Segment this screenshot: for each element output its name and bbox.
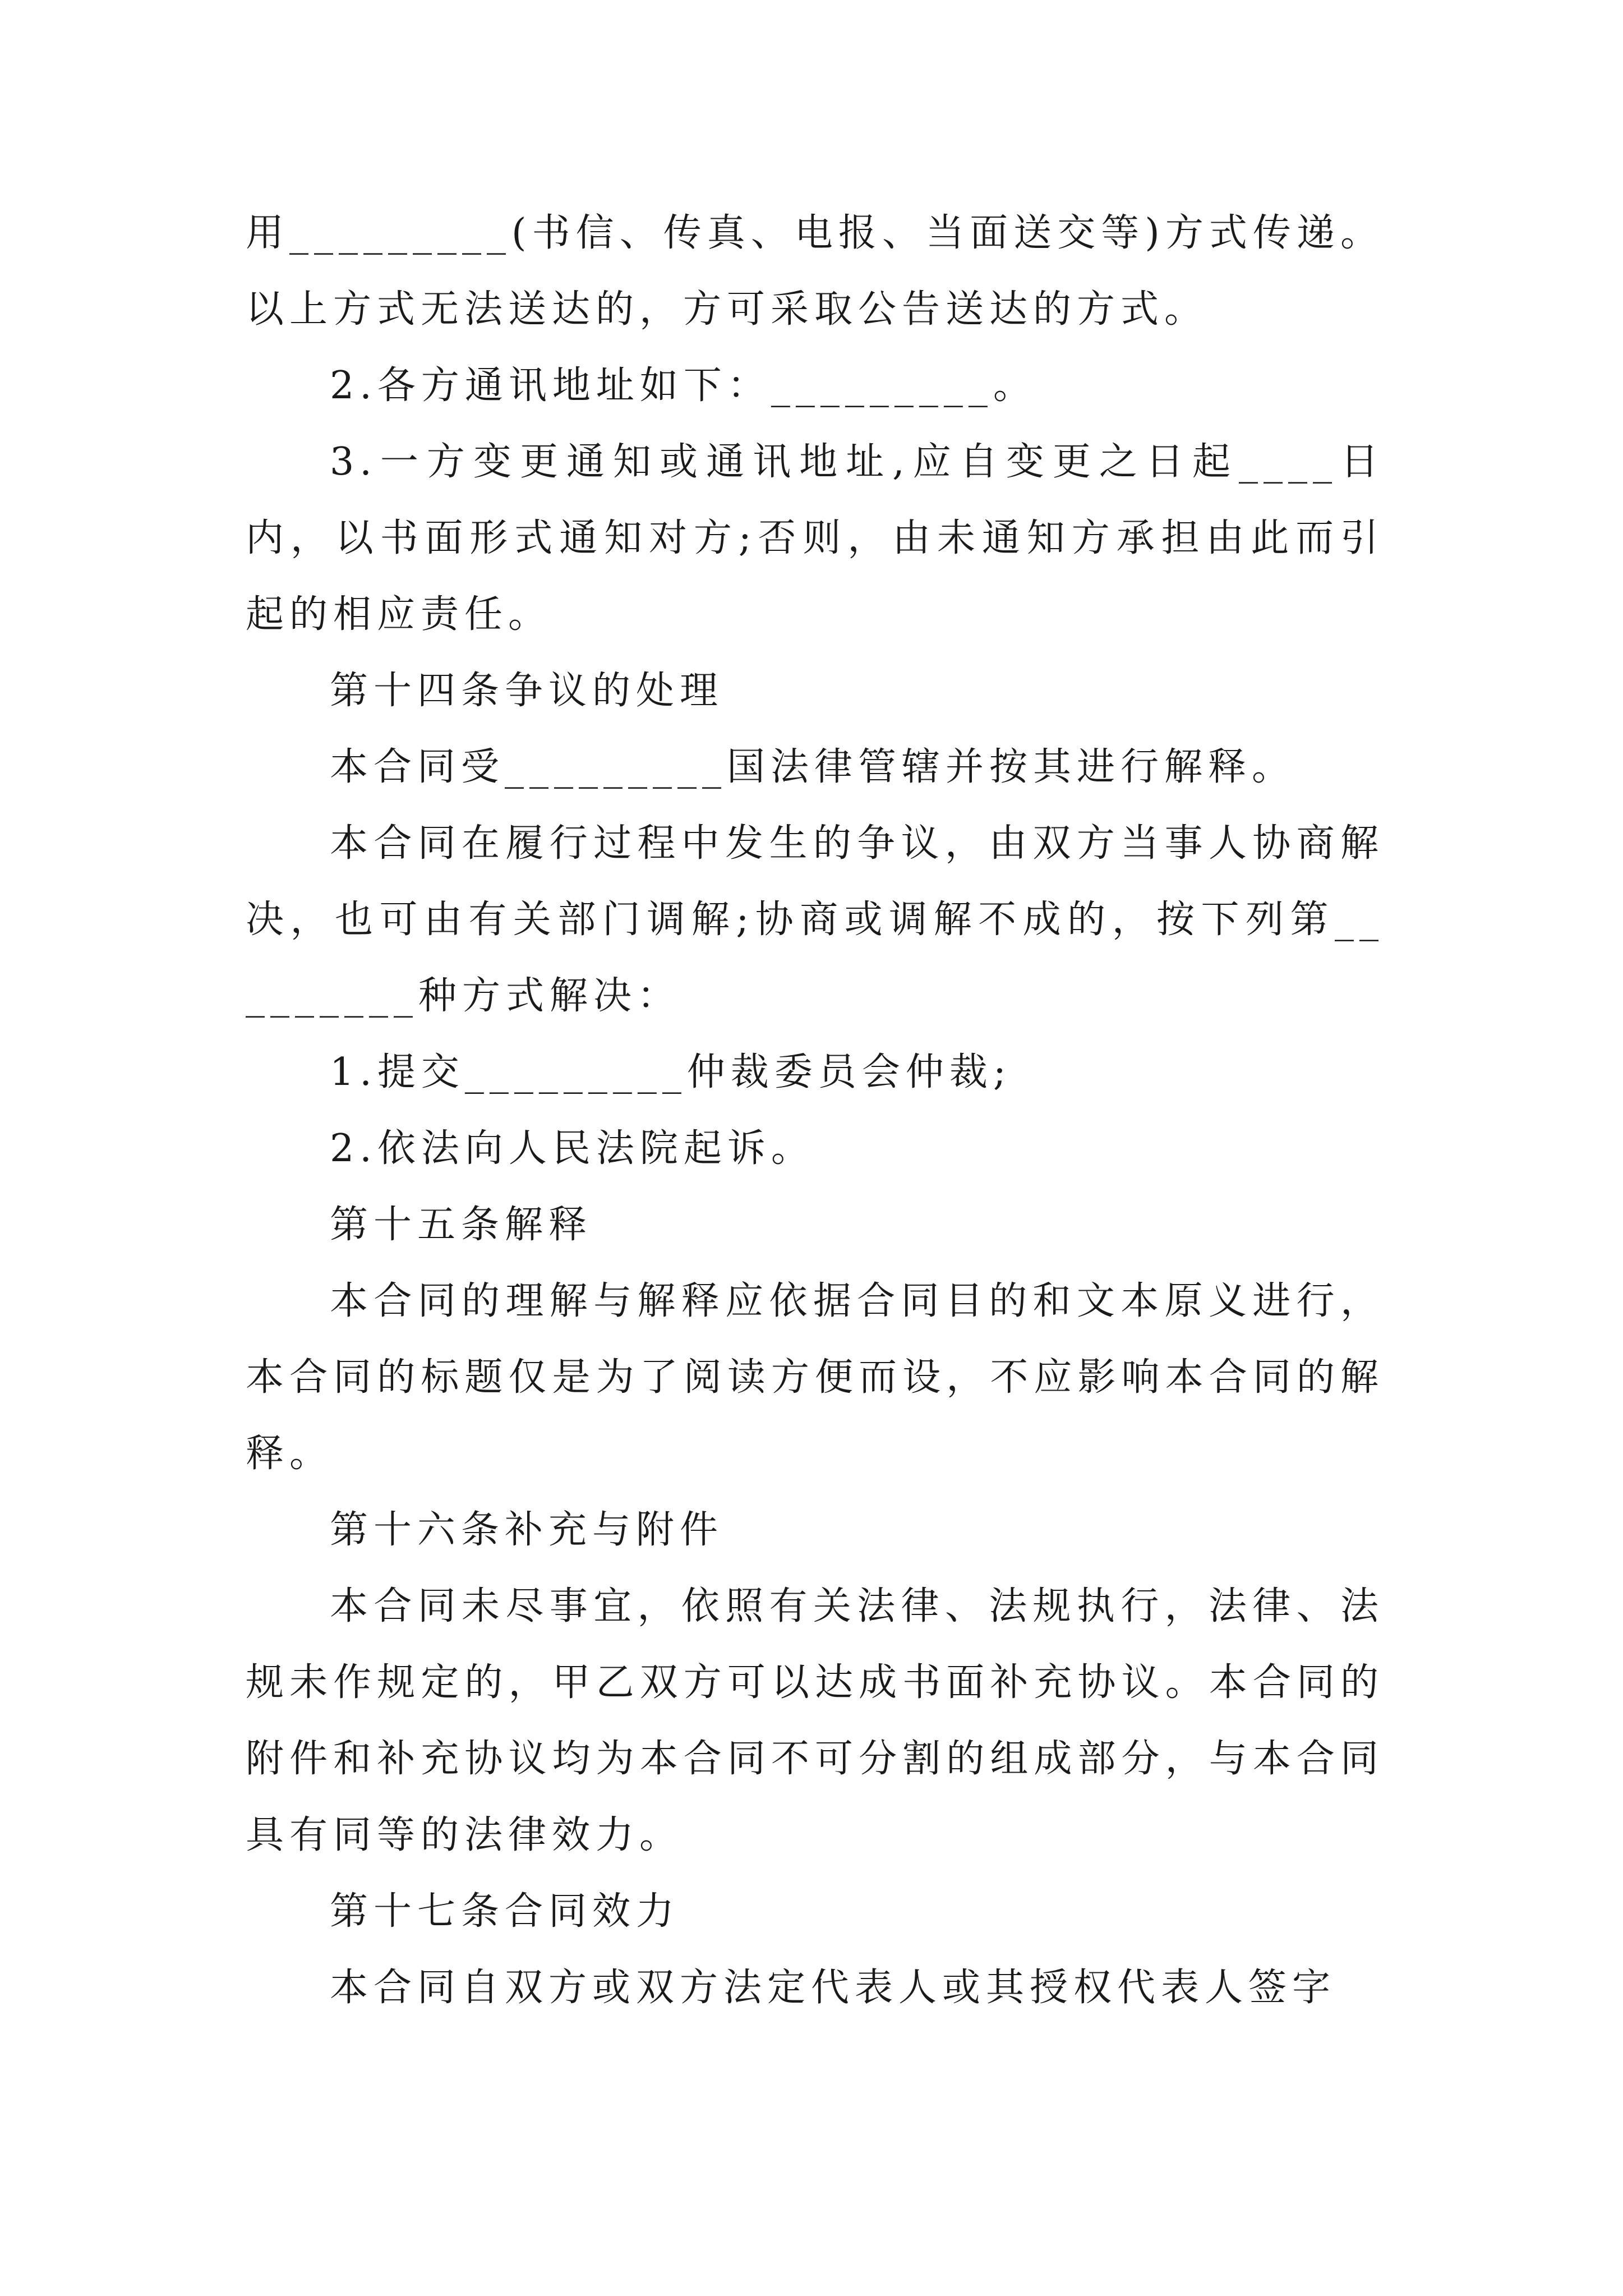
heading-article-17: 第十七条合同效力 [330, 1889, 680, 1934]
paragraph-litigation: 2.依法向人民法院起诉。 [330, 1126, 815, 1171]
heading-article-15: 第十五条解释 [330, 1203, 593, 1247]
heading-article-16: 第十六条补充与附件 [330, 1508, 724, 1552]
paragraph-arbitration: 1.提交_________仲裁委员会仲裁; [330, 1050, 1012, 1094]
paragraph-effectiveness: 本合同自双方或双方法定代表人或其授权代表人签字 [330, 1966, 1336, 2010]
paragraph-supplements: 本合同未尽事宜，依照有关法律、法规执行，法律、法规未作规定的，甲乙双方可以达成书面补充协议。本合同的附件和补充协议均为本合同不可分割的组成部分，与本合同具有同等的法律效力。 [246, 1584, 1384, 1857]
heading-article-14: 第十四条争议的处理 [330, 669, 724, 713]
paragraph-dispute-resolution: 本合同在履行过程中发生的争议，由双方当事人协商解决，也可由有关部门调解;协商或调解不成的，按下列第_________种方式解决： [246, 821, 1384, 1018]
document-body [246, 195, 1384, 2026]
paragraph-delivery-methods: 用_________(书信、传真、电报、当面送交等)方式传递。以上方式无法送达的，方可采取公告送达的方式。 [246, 211, 1384, 332]
paragraph-governing-law: 本合同受_________国法律管辖并按其进行解释。 [330, 745, 1296, 789]
paragraph-addresses: 2.各方通讯地址如下：_________。 [330, 364, 1037, 408]
paragraph-address-change: 3.一方变更通知或通讯地址,应自变更之日起____日内，以书面形式通知对方;否则，由未通知方承担由此而引起的相应责任。 [246, 440, 1384, 637]
paragraph-interpretation: 本合同的理解与解释应依据合同目的和文本原义进行，本合同的标题仅是为了阅读方便而设，不应影响本合同的解释。 [246, 1279, 1384, 1476]
